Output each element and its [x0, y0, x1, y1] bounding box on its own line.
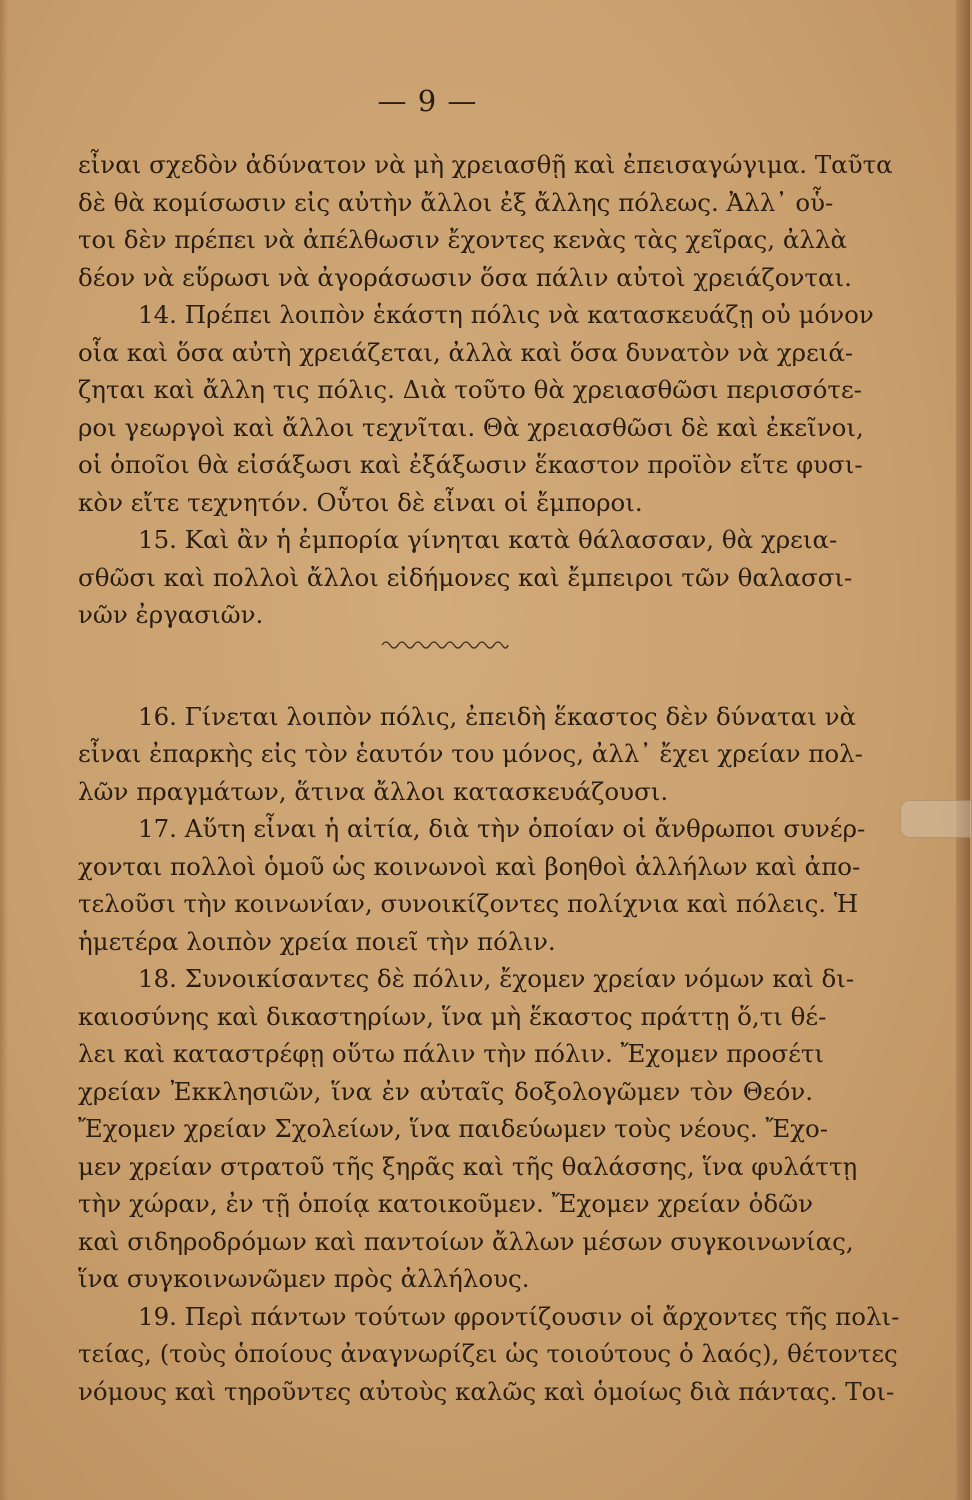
wavy-divider-icon — [380, 636, 510, 650]
text-line: δὲ θὰ κομίσωσιν εἰς αὐτὴν ἄλλοι ἐξ ἄλλης πόλεως. Ἀλλ᾽ οὗ- — [78, 187, 834, 217]
text-line: λῶν πραγμάτων, ἅτινα ἄλλοι κατασκευάζουσι. — [78, 776, 669, 806]
text-line: σθῶσι καὶ πολλοὶ ἄλλοι εἰδήμονες καὶ ἔμπειροι τῶν θαλασσι- — [78, 562, 853, 592]
paragraph-18 — [78, 960, 858, 1298]
paragraph-continuation — [78, 146, 893, 296]
text-line: 18. Συνοικίσαντες δὲ πόλιν, ἔχομεν χρείαν νόμων καὶ δι- — [138, 964, 855, 993]
text-line: 17. Αὕτη εἶναι ἡ αἰτία, διὰ τὴν ὁποίαν οἱ ἄνθρωποι συνέρ- — [138, 814, 866, 843]
text-line: χονται πολλοὶ ὁμοῦ ὡς κοινωνοὶ καὶ βοηθοὶ ἀλλήλων καὶ ἀπο- — [78, 851, 861, 881]
text-line: νῶν ἐργασιῶν. — [78, 600, 264, 629]
section-divider — [78, 634, 813, 656]
text-line: Ἔχομεν χρείαν Σχολείων, ἵνα παιδεύωμεν τοὺς νέους. Ἔχο- — [78, 1114, 829, 1143]
page-right-edge — [956, 0, 970, 1500]
text-line: εἶναι σχεδὸν ἀδύνατον νὰ μὴ χρειασθῇ καὶ ἐπεισαγώγιμα. Ταῦτα — [78, 150, 893, 179]
text-line: 16. Γίνεται λοιπὸν πόλις, ἐπειδὴ ἕκαστος δὲν δύναται νὰ — [138, 701, 857, 731]
text-line: ἵνα συγκοινωνῶμεν πρὸς ἀλλήλους. — [78, 1264, 530, 1293]
text-line: ἡμετέρα λοιπὸν χρεία ποιεῖ τὴν πόλιν. — [78, 926, 556, 956]
page-number: — 9 — — [377, 84, 478, 118]
text-line: λει καὶ καταστρέφῃ οὕτω πάλιν τὴν πόλιν. Ἔχομεν προσέτι — [78, 1039, 825, 1068]
text-line: 15. Καὶ ἂν ἡ ἐμπορία γίνηται κατὰ θάλασσαν, θὰ χρεια- — [138, 525, 838, 554]
text-line: 14. Πρέπει λοιπὸν ἑκάστη πόλις νὰ κατασκευάζῃ οὐ μόνον — [138, 300, 874, 329]
text-line: κὸν εἴτε τεχνητόν. Οὗτοι δὲ εἶναι οἱ ἔμποροι. — [78, 487, 643, 517]
text-line: ροι γεωργοὶ καὶ ἄλλοι τεχνῖται. Θὰ χρειασθῶσι δὲ καὶ ἐκεῖνοι, — [78, 412, 864, 442]
text-line: ζηται καὶ ἄλλη τις πόλις. Διὰ τοῦτο θὰ χρειασθῶσι περισσότε- — [78, 375, 862, 404]
text-line: οἱ ὁποῖοι θὰ εἰσάξωσι καὶ ἐξάξωσιν ἕκαστον προϊὸν εἴτε φυσι- — [78, 450, 863, 479]
text-line: νόμους καὶ τηροῦντες αὐτοὺς καλῶς καὶ ὁμοίως διὰ πάντας. Τοι- — [78, 1376, 895, 1406]
text-line: δέον νὰ εὕρωσι νὰ ἀγοράσωσιν ὅσα πάλιν αὐτοὶ χρειάζονται. — [78, 262, 852, 292]
paper-stain — [900, 800, 972, 838]
text-line: χρείαν Ἐκκλησιῶν, ἵνα ἐν αὐταῖς δοξολογῶμεν τὸν Θεόν. — [78, 1076, 813, 1106]
paragraph-15 — [78, 521, 853, 634]
paragraph-17 — [78, 810, 866, 960]
text-line: εἶναι ἐπαρκὴς εἰς τὸν ἑαυτόν του μόνος, ἀλλ᾽ ἔχει χρείαν πολ- — [78, 739, 863, 768]
text-line: μεν χρείαν στρατοῦ τῆς ξηρᾶς καὶ τῆς θαλάσσης, ἵνα φυλάττῃ — [78, 1151, 858, 1181]
text-line: τοι δὲν πρέπει νὰ ἀπέλθωσιν ἔχοντες κενὰς τὰς χεῖρας, ἀλλὰ — [78, 225, 847, 254]
section-gap — [78, 656, 813, 698]
text-line: 19. Περὶ πάντων τούτων φροντίζουσιν οἱ ἄρχοντες τῆς πολι- — [138, 1301, 900, 1331]
text-line: τείας, (τοὺς ὁποίους ἀναγνωρίζει ὡς τοιούτους ὁ λαός), θέτοντες — [78, 1339, 898, 1368]
paragraph-19 — [78, 1298, 900, 1411]
text-line: τὴν χώραν, ἐν τῇ ὁποίᾳ κατοικοῦμεν. Ἔχομεν χρείαν ὁδῶν — [78, 1189, 813, 1218]
body-text — [78, 146, 900, 1410]
paragraph-14 — [78, 296, 874, 521]
text-line: τελοῦσι τὴν κοινωνίαν, συνοικίζοντες πολίχνια καὶ πόλεις. Ἡ — [78, 889, 859, 918]
text-line: καὶ σιδηροδρόμων καὶ παντοίων ἄλλων μέσων συγκοινωνίας, — [78, 1226, 854, 1256]
page-left-edge — [0, 0, 8, 1500]
text-line: καιοσύνης καὶ δικαστηρίων, ἵνα μὴ ἕκαστος πράττῃ ὅ,τι θέ- — [78, 1001, 827, 1031]
text-line: οἷα καὶ ὅσα αὐτὴ χρειάζεται, ἀλλὰ καὶ ὅσα δυνατὸν νὰ χρειά- — [78, 337, 854, 367]
paragraph-16 — [78, 698, 863, 811]
